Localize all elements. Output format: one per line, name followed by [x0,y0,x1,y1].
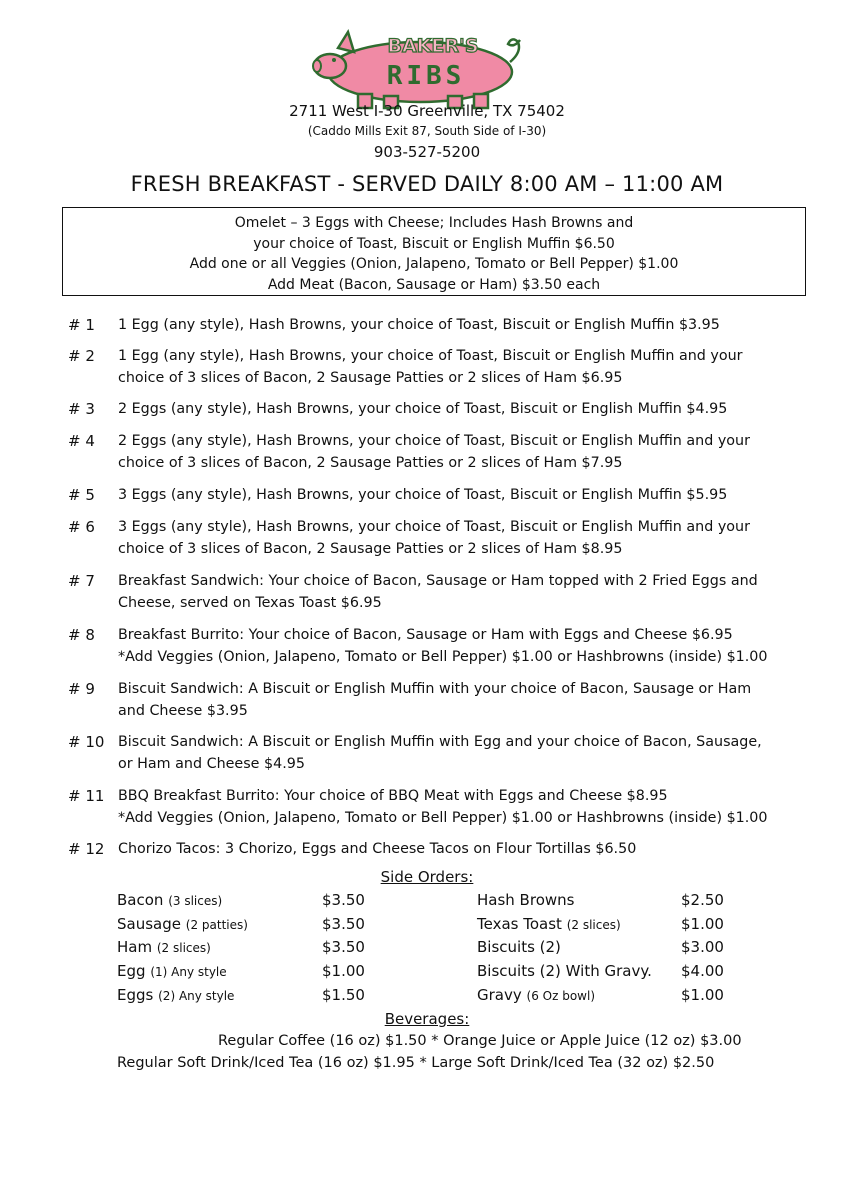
side-item [477,986,595,1004]
side-price: $1.00 [681,986,724,1004]
logo-top-text: BAKER'S [387,35,479,57]
side-item [117,915,248,933]
side-price: $1.50 [322,986,365,1004]
side-note: (3 slices) [168,894,223,908]
item-number: # 1 [68,316,95,334]
item-description: 2 Eggs (any style), Hash Browns, your choice of Toast, Biscuit or English Muffin $4.95 [118,401,728,417]
side-name: Egg [117,962,146,980]
side-item [477,938,561,956]
menu-title: FRESH BREAKFAST - SERVED DAILY 8:00 AM – 11:00 AM [130,172,724,196]
side-name: Sausage [117,915,181,933]
item-description: 2 Eggs (any style), Hash Browns, your choice of Toast, Biscuit or English Muffin and your choice of 3 slices of Bacon, 2 Sausage Patties or 2 slices of Ham $7.95 [118,433,750,471]
item-number: # 6 [68,518,95,536]
omelet-line: Add Meat (Bacon, Sausage or Ham) $3.50 each [267,276,601,293]
side-price: $3.50 [322,891,365,909]
item-description: Biscuit Sandwich: A Biscuit or English Muffin with Egg and your choice of Bacon, Sausage, or Ham and Cheese $4.95 [118,734,762,772]
side-name: Ham [117,938,153,956]
item-number: # 7 [68,572,95,590]
phone-number: 903-527-5200 [373,143,481,161]
beverages-title: Beverages: [384,1010,470,1028]
omelet-box [62,207,806,296]
side-item [117,962,227,980]
side-name: Biscuits (2) With Gravy. [477,962,652,980]
beverage-line: Regular Coffee (16 oz) $1.50 * Orange Juice or Apple Juice (12 oz) $3.00 [218,1033,742,1049]
side-price: $3.50 [322,915,365,933]
side-item [117,891,222,909]
item-number: # 9 [68,680,95,698]
beverage-line: Regular Soft Drink/Iced Tea (16 oz) $1.95 * Large Soft Drink/Iced Tea (32 oz) $2.50 [117,1055,715,1071]
side-note: (6 Oz bowl) [526,989,596,1003]
item-number: # 5 [68,486,95,504]
item-description: Breakfast Sandwich: Your choice of Bacon, Sausage or Ham topped with 2 Fried Eggs and Cheese, served on Texas Toast $6.95 [118,573,758,611]
item-description: 1 Egg (any style), Hash Browns, your choice of Toast, Biscuit or English Muffin $3.95 [118,317,720,333]
item-number: # 10 [68,733,105,751]
side-price: $3.50 [322,938,365,956]
side-name: Texas Toast [477,915,562,933]
item-number: # 8 [68,626,95,644]
address-street: 2711 West I-30 Greenville, TX 75402 [289,102,565,120]
item-description: BBQ Breakfast Burrito: Your choice of BBQ Meat with Eggs and Cheese $8.95 *Add Veggies (Onion, Jalapeno, Tomato or Bell Pepper) $1.00 or Hashbrowns (inside) $1.00 [118,788,768,826]
side-note: (2 patties) [185,918,248,932]
item-description: Breakfast Burrito: Your choice of Bacon, Sausage or Ham with Eggs and Cheese $6.95 *Add Veggies (Onion, Jalapeno, Tomato or Bell Pepper) $1.00 or Hashbrowns (inside) $1.00 [118,627,768,665]
side-note: (2) Any style [158,989,235,1003]
item-number: # 11 [68,787,105,805]
side-item [117,986,234,1004]
side-name: Biscuits (2) [477,938,561,956]
side-item [477,891,574,909]
address-directions: (Caddo Mills Exit 87, South Side of I-30) [307,124,547,138]
side-price: $3.00 [681,938,724,956]
item-number: # 2 [68,347,95,365]
omelet-line: Omelet – 3 Eggs with Cheese; Includes Hash Browns and [234,215,634,231]
item-description: Biscuit Sandwich: A Biscuit or English Muffin with your choice of Bacon, Sausage or Ham and Cheese $3.95 [118,681,752,719]
side-orders-title: Side Orders: [380,868,474,886]
side-price: $2.50 [681,891,724,909]
item-description: Chorizo Tacos: 3 Chorizo, Eggs and Cheese Tacos on Flour Tortillas $6.50 [118,841,637,857]
side-price: $1.00 [681,915,724,933]
side-note: (2 slices) [566,918,621,932]
side-price: $4.00 [681,962,724,980]
side-name: Bacon [117,891,164,909]
omelet-line: your choice of Toast, Biscuit or English Muffin $6.50 [253,235,615,252]
side-price: $1.00 [322,962,365,980]
side-note: (2 slices) [156,941,211,955]
side-note: (1) Any style [150,965,227,979]
item-number: # 12 [68,840,105,858]
item-description: 3 Eggs (any style), Hash Browns, your choice of Toast, Biscuit or English Muffin $5.95 [118,487,728,503]
side-name: Eggs [117,986,154,1004]
item-number: # 4 [68,432,95,450]
bakers-ribs-pig-logo [308,22,530,110]
item-description: 3 Eggs (any style), Hash Browns, your choice of Toast, Biscuit or English Muffin and your choice of 3 slices of Bacon, 2 Sausage Patties or 2 slices of Ham $8.95 [118,519,750,557]
side-item [477,915,621,933]
side-item [477,962,652,980]
side-name: Hash Browns [477,891,575,909]
item-number: # 3 [68,400,95,418]
side-name: Gravy [477,986,522,1004]
omelet-line: Add one or all Veggies (Onion, Jalapeno, Tomato or Bell Pepper) $1.00 [189,256,679,272]
item-description: 1 Egg (any style), Hash Browns, your choice of Toast, Biscuit or English Muffin and your choice of 3 slices of Bacon, 2 Sausage Patties or 2 slices of Ham $6.95 [118,348,743,386]
logo-bottom-text: RIBS [386,61,466,91]
side-item [117,938,211,956]
